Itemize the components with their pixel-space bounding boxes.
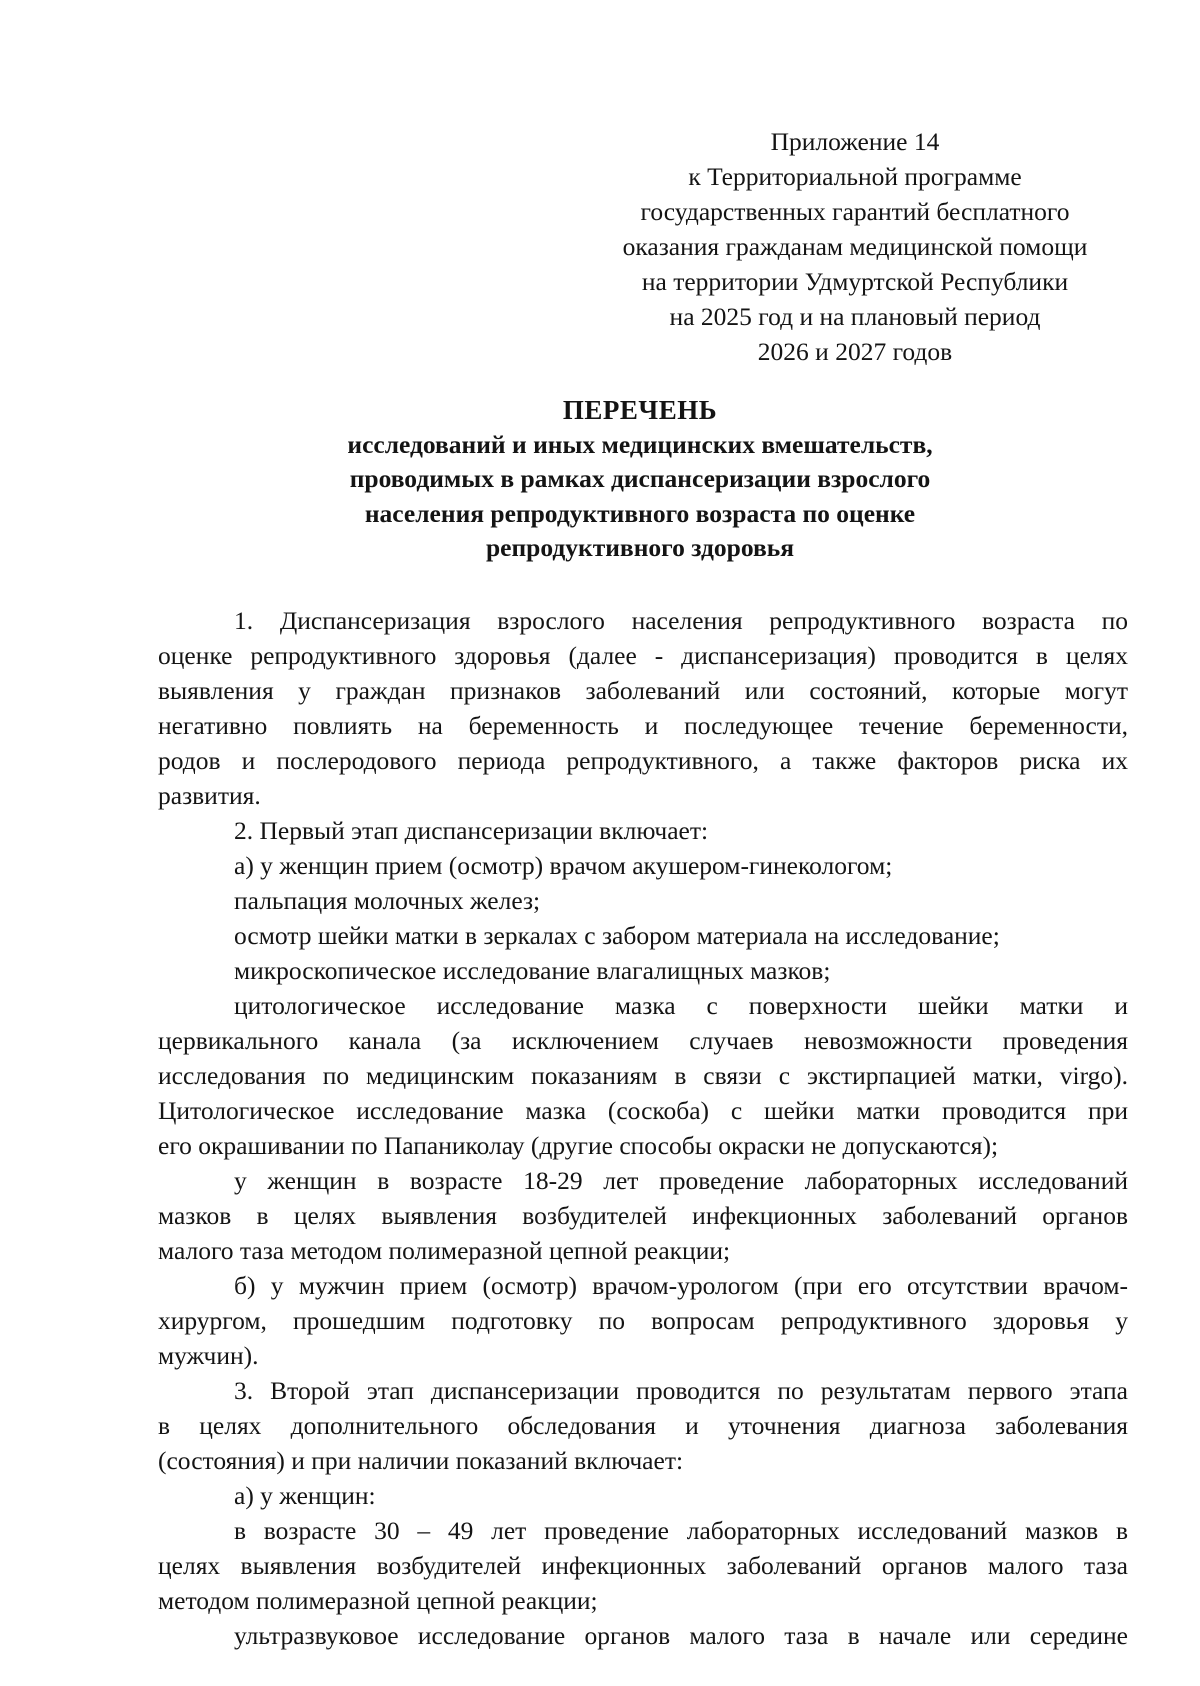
body-line: методом полимеразной цепной реакции; xyxy=(158,1586,598,1615)
body-line: хирургом, прошедшим подготовку по вопросам репродуктивного здоровья у xyxy=(158,1306,1128,1335)
annex-line: государственных гарантий бесплатного xyxy=(640,197,1070,226)
body-line: мазков в целях выявления возбудителей инфекционных заболеваний органов xyxy=(158,1201,1128,1230)
annex-line: Приложение 14 xyxy=(770,127,940,156)
body-line: б) у мужчин прием (осмотр) врачом-урологом (при его отсутствии врачом- xyxy=(234,1271,1128,1300)
body-line: (состояния) и при наличии показаний включает: xyxy=(158,1446,684,1475)
heading-line: населения репродуктивного возраста по оценке xyxy=(364,498,916,528)
body-line: 3. Второй этап диспансеризации проводится по результатам первого этапа xyxy=(234,1376,1128,1405)
body-line: оценке репродуктивного здоровья (далее - диспансеризация) проводится в целях xyxy=(158,641,1128,670)
annex-line: 2026 и 2027 годов xyxy=(757,337,953,366)
body-line: 2. Первый этап диспансеризации включает: xyxy=(234,816,709,845)
document-body xyxy=(158,603,1128,1653)
body-line: негативно повлиять на беременность и последующее течение беременности, xyxy=(158,711,1128,740)
heading-line: исследований и иных медицинских вмешательств, xyxy=(347,429,933,459)
body-line: в возрасте 30 – 49 лет проведение лабораторных исследований мазков в xyxy=(234,1516,1128,1545)
body-line: мужчин). xyxy=(158,1341,259,1370)
body-line: осмотр шейки матки в зеркалах с забором материала на исследование; xyxy=(234,921,1000,950)
body-line: цервикального канала (за исключением случаев невозможности проведения xyxy=(158,1026,1128,1055)
heading-line: репродуктивного здоровья xyxy=(485,533,795,562)
body-line: в целях дополнительного обследования и уточнения диагноза заболевания xyxy=(158,1411,1128,1440)
body-line: целях выявления возбудителей инфекционных заболеваний органов малого таза xyxy=(158,1551,1128,1580)
body-line: а) у женщин: xyxy=(234,1481,376,1510)
body-line: малого таза методом полимеразной цепной реакции; xyxy=(158,1236,731,1265)
body-line: его окрашивании по Папаниколау (другие способы окраски не допускаются); xyxy=(158,1131,999,1160)
body-line: исследования по медицинским показаниям в связи с экстирпацией матки, virgo). xyxy=(158,1061,1128,1090)
annex-line: к Территориальной программе xyxy=(688,162,1022,191)
annex-line: оказания гражданам медицинской помощи xyxy=(622,232,1088,261)
body-line: микроскопическое исследование влагалищных мазков; xyxy=(234,956,831,985)
body-line: Цитологическое исследование мазка (соскоба) с шейки матки проводится при xyxy=(158,1096,1128,1125)
body-line: выявления у граждан признаков заболеваний или состояний, которые могут xyxy=(158,676,1128,705)
body-line: цитологическое исследование мазка с поверхности шейки матки и xyxy=(234,991,1128,1020)
annex-line: на 2025 год и на плановый период xyxy=(669,302,1041,331)
body-line: родов и послеродового периода репродуктивного, а также факторов риска их xyxy=(158,746,1128,775)
annex-block xyxy=(585,124,1125,369)
document-heading xyxy=(160,393,1120,566)
body-line: пальпация молочных желез; xyxy=(234,886,541,915)
body-line: у женщин в возрасте 18-29 лет проведение лабораторных исследований xyxy=(234,1166,1128,1195)
body-line: ультразвуковое исследование органов малого таза в начале или середине xyxy=(234,1621,1128,1650)
annex-line: на территории Удмуртской Республики xyxy=(641,267,1069,296)
body-line: 1. Диспансеризация взрослого населения репродуктивного возраста по xyxy=(234,606,1128,635)
heading-line: проводимых в рамках диспансеризации взрослого xyxy=(349,464,931,493)
document-title: ПЕРЕЧЕНЬ xyxy=(562,395,718,425)
body-line: развития. xyxy=(158,781,261,810)
body-line: а) у женщин прием (осмотр) врачом акушером-гинекологом; xyxy=(234,851,893,880)
